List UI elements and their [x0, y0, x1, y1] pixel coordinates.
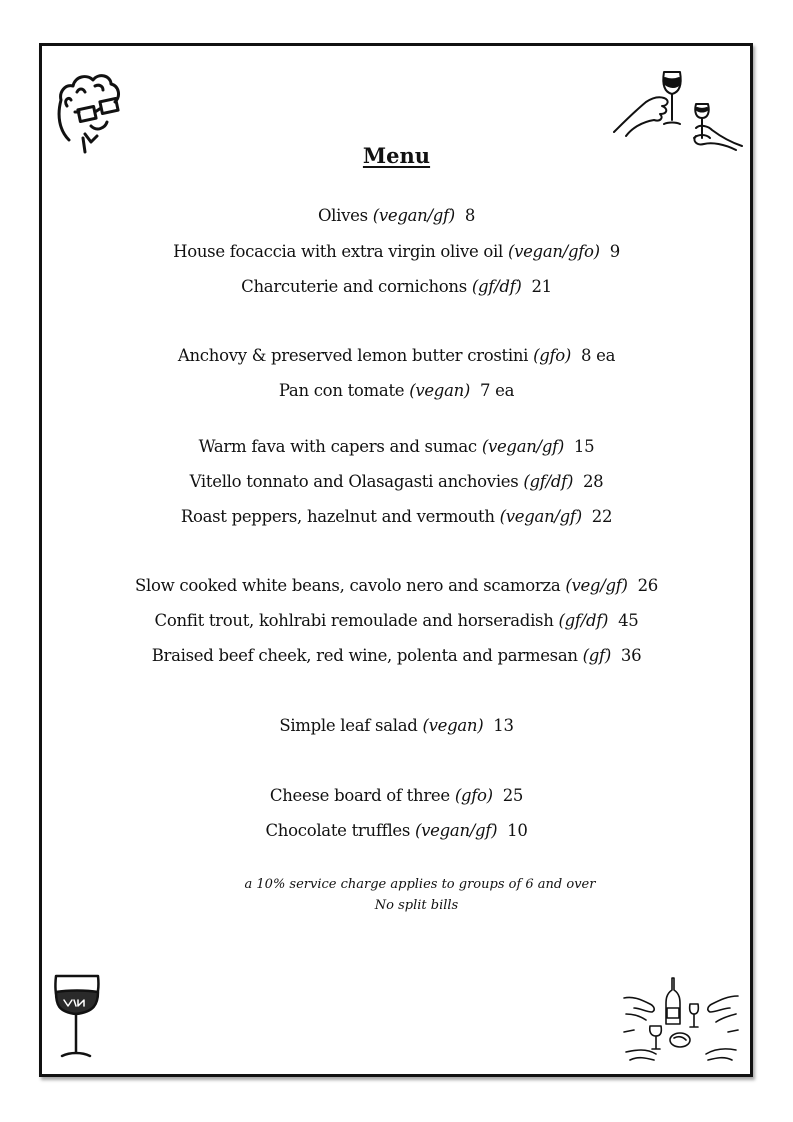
menu-item — [0, 346, 793, 365]
menu-item — [0, 611, 793, 630]
item-name: Pan con tomate — [278, 381, 405, 400]
menu-item — [0, 716, 793, 735]
item-price: 25 — [502, 786, 524, 805]
dietary-tag: (vegan/gfo) — [507, 242, 600, 261]
menu-item — [0, 507, 793, 526]
item-price: 28 — [582, 472, 604, 491]
item-name: Vitello tonnato and Olasagasti anchovies — [189, 472, 519, 491]
menu-item — [0, 576, 793, 595]
service-charge-note: a 10% service charge applies to groups of 6 and over — [244, 877, 596, 892]
table-hands-wine-bottle-icon — [620, 974, 742, 1064]
dietary-tag: (gfo) — [533, 346, 572, 365]
item-price: 13 — [493, 716, 514, 735]
item-price: 7 ea — [479, 381, 515, 400]
dietary-tag: (gfo) — [454, 786, 493, 805]
item-price: 21 — [531, 277, 552, 296]
item-price: 36 — [620, 646, 642, 665]
item-name: Simple leaf salad — [279, 716, 418, 735]
item-price: 45 — [618, 611, 639, 630]
menu-item — [0, 821, 793, 840]
item-price: 15 — [573, 437, 595, 456]
dietary-tag: (vegan/gf) — [372, 206, 455, 225]
item-name: House focaccia with extra virgin olive oil — [173, 242, 503, 261]
menu-item — [0, 646, 793, 665]
menu-item — [0, 206, 793, 225]
item-name: Anchovy & preserved lemon butter crostini — [177, 346, 529, 365]
menu-item — [0, 242, 793, 261]
item-name: Slow cooked white beans, cavolo nero and scamorza — [135, 576, 566, 595]
menu-item — [0, 277, 793, 296]
dietary-tag: (gf/df) — [523, 472, 574, 491]
menu-frame — [39, 43, 753, 1077]
item-price: 8 ea — [580, 346, 616, 365]
dietary-tag: (vegan) — [422, 716, 484, 735]
item-name: Confit trout, kohlrabi remoulade and horseradish — [154, 611, 554, 630]
dietary-tag: (veg/gf) — [565, 576, 628, 595]
dietary-tag: (vegan/gf) — [499, 507, 582, 526]
item-name: Roast peppers, hazelnut and vermouth — [180, 507, 495, 526]
item-price: 9 — [609, 242, 620, 261]
item-price: 10 — [507, 821, 528, 840]
dietary-tag: (gf) — [582, 646, 611, 665]
item-name: Braised beef cheek, red wine, polenta and parmesan — [151, 646, 578, 665]
item-name: Cheese board of three — [269, 786, 450, 805]
dietary-tag: (vegan/gf) — [481, 437, 565, 456]
item-price: 8 — [464, 206, 476, 225]
item-name: Chocolate truffles — [265, 821, 411, 840]
menu-item — [0, 472, 793, 491]
item-name: Charcuterie and cornichons — [241, 277, 467, 296]
wine-glass-icon — [50, 970, 106, 1062]
menu-item — [0, 437, 793, 456]
item-name: Olives — [317, 206, 368, 225]
item-price: 26 — [637, 576, 658, 595]
split-bills-note: No split bills — [374, 898, 459, 913]
menu-title: Menu — [362, 143, 431, 168]
item-name: Warm fava with capers and sumac — [198, 437, 477, 456]
dietary-tag: (gf/df) — [471, 277, 522, 296]
item-price: 22 — [591, 507, 613, 526]
dietary-tag: (gf/df) — [558, 611, 609, 630]
menu-item — [0, 786, 793, 805]
dietary-tag: (vegan/gf) — [415, 821, 498, 840]
menu-item — [0, 381, 793, 400]
dietary-tag: (vegan) — [409, 381, 471, 400]
